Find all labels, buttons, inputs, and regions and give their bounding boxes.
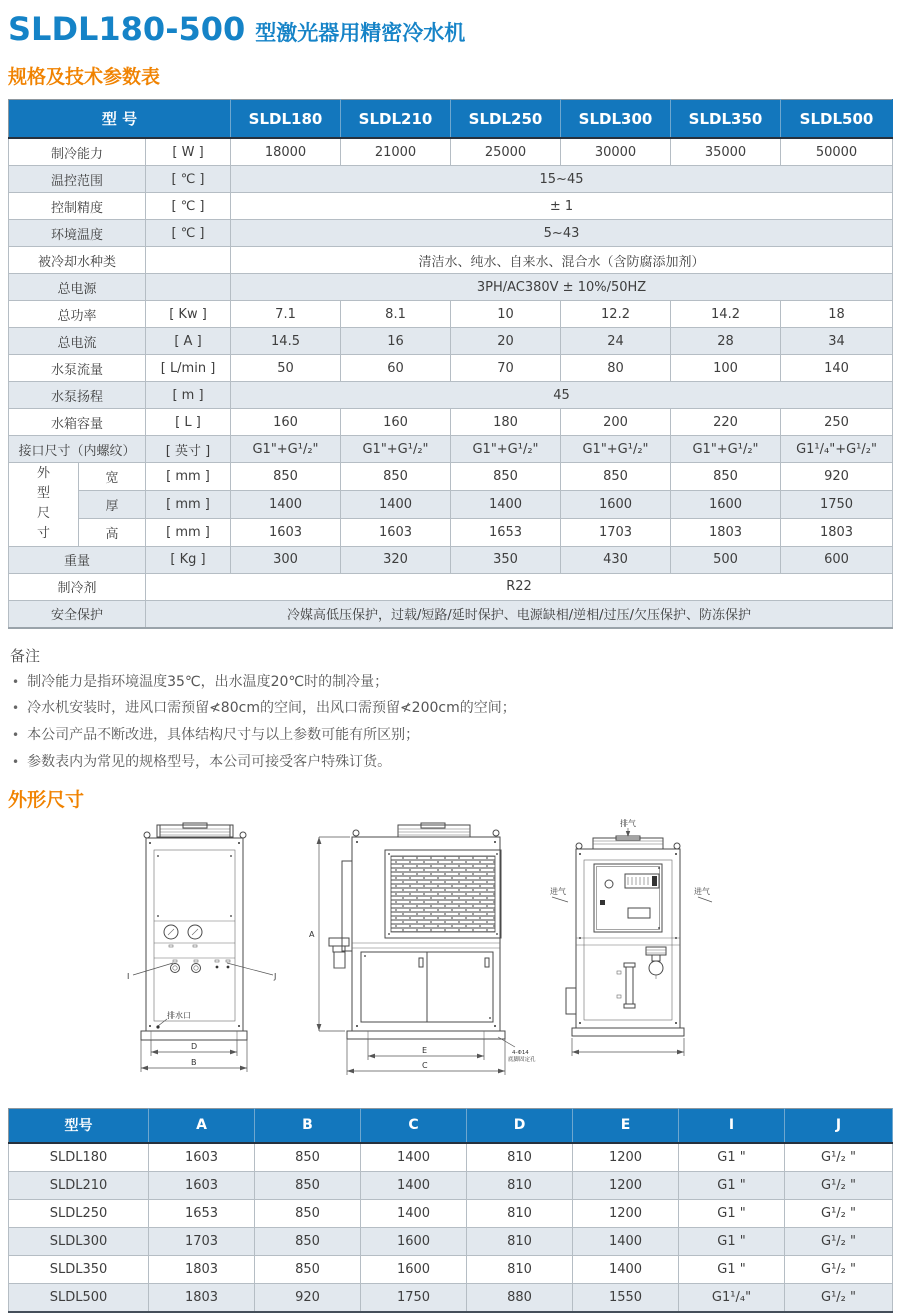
dim-row-sldl500: SLDL500 1803 920 1750 880 1550 G1¹/₄" G¹/₂ ": [9, 1283, 893, 1312]
cabinet-outline: [146, 838, 243, 1031]
spec-row-ambient-temp: [9, 220, 893, 247]
cell-span: 3PH/AC380V ± 10%/50HZ: [231, 274, 893, 301]
dim-row-sldl300: SLDL300 1703 850 1600 810 1400 G1 " G¹/₂ ": [9, 1227, 893, 1255]
cell: 250: [781, 409, 893, 436]
dim-header-d: D: [467, 1108, 573, 1143]
cell: 850: [231, 463, 341, 491]
cell: 18000: [231, 138, 341, 166]
lifting-eye-icon: [240, 832, 246, 838]
indicator-icon: [605, 880, 613, 888]
cell: 1803: [671, 518, 781, 546]
dim-header-c: C: [361, 1108, 467, 1143]
nameplate: [628, 908, 650, 918]
row-label: 安全保护: [9, 600, 146, 628]
note-item: • 本公司产品不断改进，具体结构尺寸与以上参数可能有所区别；: [12, 727, 900, 744]
cell: 850: [671, 463, 781, 491]
dimension-table: [8, 1108, 893, 1313]
row-label: 环境温度: [9, 220, 146, 247]
cell: 850: [451, 463, 561, 491]
spec-header-sldl350: SLDL350: [671, 100, 781, 139]
notes-title: 备注: [10, 646, 41, 665]
spec-row-refrigerant: [9, 573, 893, 600]
svg-text:4-Φ14: 4-Φ14: [512, 1049, 529, 1056]
cell: 300: [231, 546, 341, 573]
cell: 35000: [671, 138, 781, 166]
row-unit: [ ℃ ]: [146, 166, 231, 193]
water-port-icon: [171, 960, 180, 973]
svg-text:B: B: [191, 1057, 197, 1067]
cell: 200: [561, 409, 671, 436]
svg-text:底脚固定孔: 底脚固定孔: [508, 1056, 536, 1063]
spec-row-pump-head: [9, 382, 893, 409]
spec-row-control-precision: [9, 193, 893, 220]
spec-row-safety: [9, 600, 893, 628]
cell: 850: [561, 463, 671, 491]
cell: 80: [561, 355, 671, 382]
cell: 70: [451, 355, 561, 382]
dim-header-b: B: [255, 1108, 361, 1143]
spec-row-weight: [9, 546, 893, 573]
row-unit: [ A ]: [146, 328, 231, 355]
lifting-eye-icon: [144, 832, 150, 838]
spec-row-width: [9, 463, 893, 491]
cell: 850: [341, 463, 451, 491]
port-label-i: I: [127, 971, 130, 981]
section-title-spec: 规格及技术参数表: [8, 66, 161, 88]
cell: 14.2: [671, 301, 781, 328]
row-unit: [ mm ]: [146, 463, 231, 491]
cell: 12.2: [561, 301, 671, 328]
lifting-eye-icon: [493, 830, 499, 836]
fan-unit: [593, 836, 663, 849]
cell: G1"+G¹/₂": [341, 436, 451, 463]
row-unit: [ Kg ]: [146, 546, 231, 573]
pressure-gauge-icon: [188, 925, 202, 947]
cell: G1"+G¹/₂": [561, 436, 671, 463]
spec-table: [8, 99, 893, 629]
row-label: 水泵流量: [9, 355, 146, 382]
dim-row-sldl180: SLDL180 1603 850 1400 810 1200 G1 " G¹/₂ ": [9, 1143, 893, 1172]
row-sublabel: 高: [79, 518, 146, 546]
row-label: 制冷剂: [9, 573, 146, 600]
dim-header-i: I: [679, 1108, 785, 1143]
dim-header-e: E: [573, 1108, 679, 1143]
cell: 1603: [231, 518, 341, 546]
cell: 50000: [781, 138, 893, 166]
foot-hole-note: [498, 1037, 536, 1063]
cell: 20: [451, 328, 561, 355]
page-title-suffix: 型激光器用精密冷水机: [255, 21, 466, 45]
cell-span: 45: [231, 382, 893, 409]
cell: 600: [781, 546, 893, 573]
access-doors: [361, 952, 493, 1022]
row-unit: [ L ]: [146, 409, 231, 436]
spec-header-sldl210: SLDL210: [341, 100, 451, 139]
cell: 100: [671, 355, 781, 382]
notes-section: [10, 645, 900, 771]
cell: 16: [341, 328, 451, 355]
row-label: 被冷却水种类: [9, 247, 146, 274]
svg-text:A: A: [309, 929, 315, 939]
row-sublabel: 厚: [79, 490, 146, 518]
note-item: • 参数表内为常见的规格型号，本公司可接受客户特殊订货。: [12, 754, 900, 771]
cell: 180: [451, 409, 561, 436]
controller-display: [625, 874, 659, 888]
cell: G1"+G¹/₂": [231, 436, 341, 463]
cell: G1"+G¹/₂": [671, 436, 781, 463]
spec-header-row: [9, 100, 893, 139]
spec-row-port-size: [9, 436, 893, 463]
dimension-bottom: [572, 1038, 684, 1056]
dimension-d: [151, 1040, 237, 1056]
cell: 21000: [341, 138, 451, 166]
section-title-dims: 外形尺寸: [8, 788, 85, 811]
row-sublabel: 宽: [79, 463, 146, 491]
spec-header-sldl250: SLDL250: [451, 100, 561, 139]
dim-header-j: J: [785, 1108, 893, 1143]
outline-drawings: [0, 816, 900, 1098]
port-label-j: J: [274, 971, 277, 981]
dim-header-row: [9, 1108, 893, 1143]
cell: 500: [671, 546, 781, 573]
spec-row-water-type: [9, 247, 893, 274]
cell: 1703: [561, 518, 671, 546]
dim-row-sldl350: SLDL350 1803 850 1600 810 1400 G1 " G¹/₂ ": [9, 1255, 893, 1283]
row-label: 温控范围: [9, 166, 146, 193]
spec-row-power-supply: [9, 274, 893, 301]
row-unit: [ m ]: [146, 382, 231, 409]
air-grille: [385, 850, 501, 938]
cell: 24: [561, 328, 671, 355]
row-label: 总功率: [9, 301, 146, 328]
spec-row-total-power: [9, 301, 893, 328]
pressure-gauge-icon: [164, 925, 178, 947]
cell-span: R22: [146, 573, 893, 600]
svg-text:D: D: [191, 1041, 198, 1051]
spec-row-height: [9, 518, 893, 546]
drain-pipe-icon: [329, 938, 349, 968]
side-tab: [566, 988, 576, 1014]
base-frame: [347, 1031, 505, 1039]
cell: 7.1: [231, 301, 341, 328]
svg-text:E: E: [422, 1045, 428, 1055]
cell: 160: [231, 409, 341, 436]
cell: 160: [341, 409, 451, 436]
back-view-drawing: [548, 816, 720, 1088]
dimension-c: [347, 1039, 505, 1075]
dim-header-model: 型号: [9, 1108, 149, 1143]
row-unit: [ mm ]: [146, 490, 231, 518]
spec-row-total-current: [9, 328, 893, 355]
svg-text:C: C: [422, 1060, 428, 1070]
intake-right-label: 进气: [694, 886, 710, 896]
row-unit: [146, 274, 231, 301]
cell: 1600: [671, 490, 781, 518]
cell: G1¹/₄"+G¹/₂": [781, 436, 893, 463]
row-unit: [ ℃ ]: [146, 220, 231, 247]
row-unit: [ Kw ]: [146, 301, 231, 328]
row-unit: [ ℃ ]: [146, 193, 231, 220]
row-unit: [ L/min ]: [146, 355, 231, 382]
cell-span: 15~45: [231, 166, 893, 193]
level-gauge-icon: [617, 963, 635, 1008]
control-panel: [594, 864, 662, 932]
cell: 140: [781, 355, 893, 382]
lifting-eye-icon: [576, 843, 582, 849]
cell: 320: [341, 546, 451, 573]
water-port-icon: [192, 960, 201, 973]
cell: 50: [231, 355, 341, 382]
note-item: • 冷水机安装时，进风口需预留≮80cm的空间，出风口需预留≮200cm的空间；: [12, 700, 900, 717]
cell: 1400: [231, 490, 341, 518]
spec-row-cooling-capacity: [9, 138, 893, 166]
cell: 14.5: [231, 328, 341, 355]
dim-row-sldl250: SLDL250 1653 850 1400 810 1200 G1 " G¹/₂ ": [9, 1199, 893, 1227]
page-title-model: SLDL180-500: [8, 10, 246, 48]
front-view-drawing: [123, 816, 285, 1088]
row-label: 制冷能力: [9, 138, 146, 166]
spec-header-sldl180: SLDL180: [231, 100, 341, 139]
cell: 28: [671, 328, 781, 355]
row-label: 水箱容量: [9, 409, 146, 436]
page-title: [0, 0, 900, 48]
cell: 60: [341, 355, 451, 382]
door-handle-icon: [485, 958, 489, 967]
cell: 8.1: [341, 301, 451, 328]
dimension-group-label: 外型尺寸: [9, 463, 79, 547]
lifting-eye-icon: [674, 843, 680, 849]
base-frame: [141, 1031, 247, 1040]
cell: 350: [451, 546, 561, 573]
cell-span: ± 1: [231, 193, 893, 220]
row-unit: [ 英寸 ]: [146, 436, 231, 463]
cell: 25000: [451, 138, 561, 166]
row-label: 接口尺寸（内螺纹）: [9, 436, 146, 463]
spec-row-tank-volume: [9, 409, 893, 436]
cell-span: 5~43: [231, 220, 893, 247]
row-label: 水泵扬程: [9, 382, 146, 409]
spec-header-sldl300: SLDL300: [561, 100, 671, 139]
intake-left-label: 进气: [550, 886, 566, 896]
cell-span: 冷媒高低压保护，过载/短路/延时保护、电源缺相/逆相/过压/欠压保护、防冻保护: [146, 600, 893, 628]
fan-unit: [157, 823, 233, 837]
cell: 1750: [781, 490, 893, 518]
spec-row-pump-flow: [9, 355, 893, 382]
dimension-a: [309, 837, 350, 1031]
cell: 1600: [561, 490, 671, 518]
row-label: 总电流: [9, 328, 146, 355]
door-handle-icon: [419, 958, 423, 967]
cell: 1400: [451, 490, 561, 518]
exhaust-label: 排气: [620, 818, 636, 828]
side-view-drawing: [305, 816, 553, 1088]
dim-row-sldl210: SLDL210 1603 850 1400 810 1200 G1 " G¹/₂ ": [9, 1171, 893, 1199]
note-item: • 制冷能力是指环境温度35℃，出水温度20℃时的制冷量；: [12, 674, 900, 691]
drain-label: 排水口: [167, 1010, 191, 1020]
filter-valve-icon: [646, 947, 666, 979]
row-label: 总电源: [9, 274, 146, 301]
cell: 1603: [341, 518, 451, 546]
cell: 220: [671, 409, 781, 436]
dimension-e: [368, 1039, 484, 1060]
cell: 1803: [781, 518, 893, 546]
spec-row-depth: [9, 490, 893, 518]
cell: 920: [781, 463, 893, 491]
row-label: 控制精度: [9, 193, 146, 220]
spec-header-sldl500: SLDL500: [781, 100, 893, 139]
lifting-eye-icon: [353, 830, 359, 836]
cell: G1"+G¹/₂": [451, 436, 561, 463]
spec-row-temp-range: [9, 166, 893, 193]
cell-span: 清洁水、纯水、自来水、混合水（含防腐添加剂）: [231, 247, 893, 274]
row-unit: [ W ]: [146, 138, 231, 166]
dim-header-a: A: [149, 1108, 255, 1143]
base-frame: [572, 1028, 684, 1036]
cell: 30000: [561, 138, 671, 166]
cell: 34: [781, 328, 893, 355]
cell: 1400: [341, 490, 451, 518]
row-unit: [146, 247, 231, 274]
row-label: 重量: [9, 546, 146, 573]
cell: 1653: [451, 518, 561, 546]
cabinet-outline: [576, 849, 680, 1028]
row-unit: [ mm ]: [146, 518, 231, 546]
fan-unit: [398, 823, 470, 837]
spec-header-model-label: 型 号: [9, 100, 231, 139]
cell: 18: [781, 301, 893, 328]
cell: 10: [451, 301, 561, 328]
cell: 430: [561, 546, 671, 573]
switch-icon: [600, 900, 605, 905]
